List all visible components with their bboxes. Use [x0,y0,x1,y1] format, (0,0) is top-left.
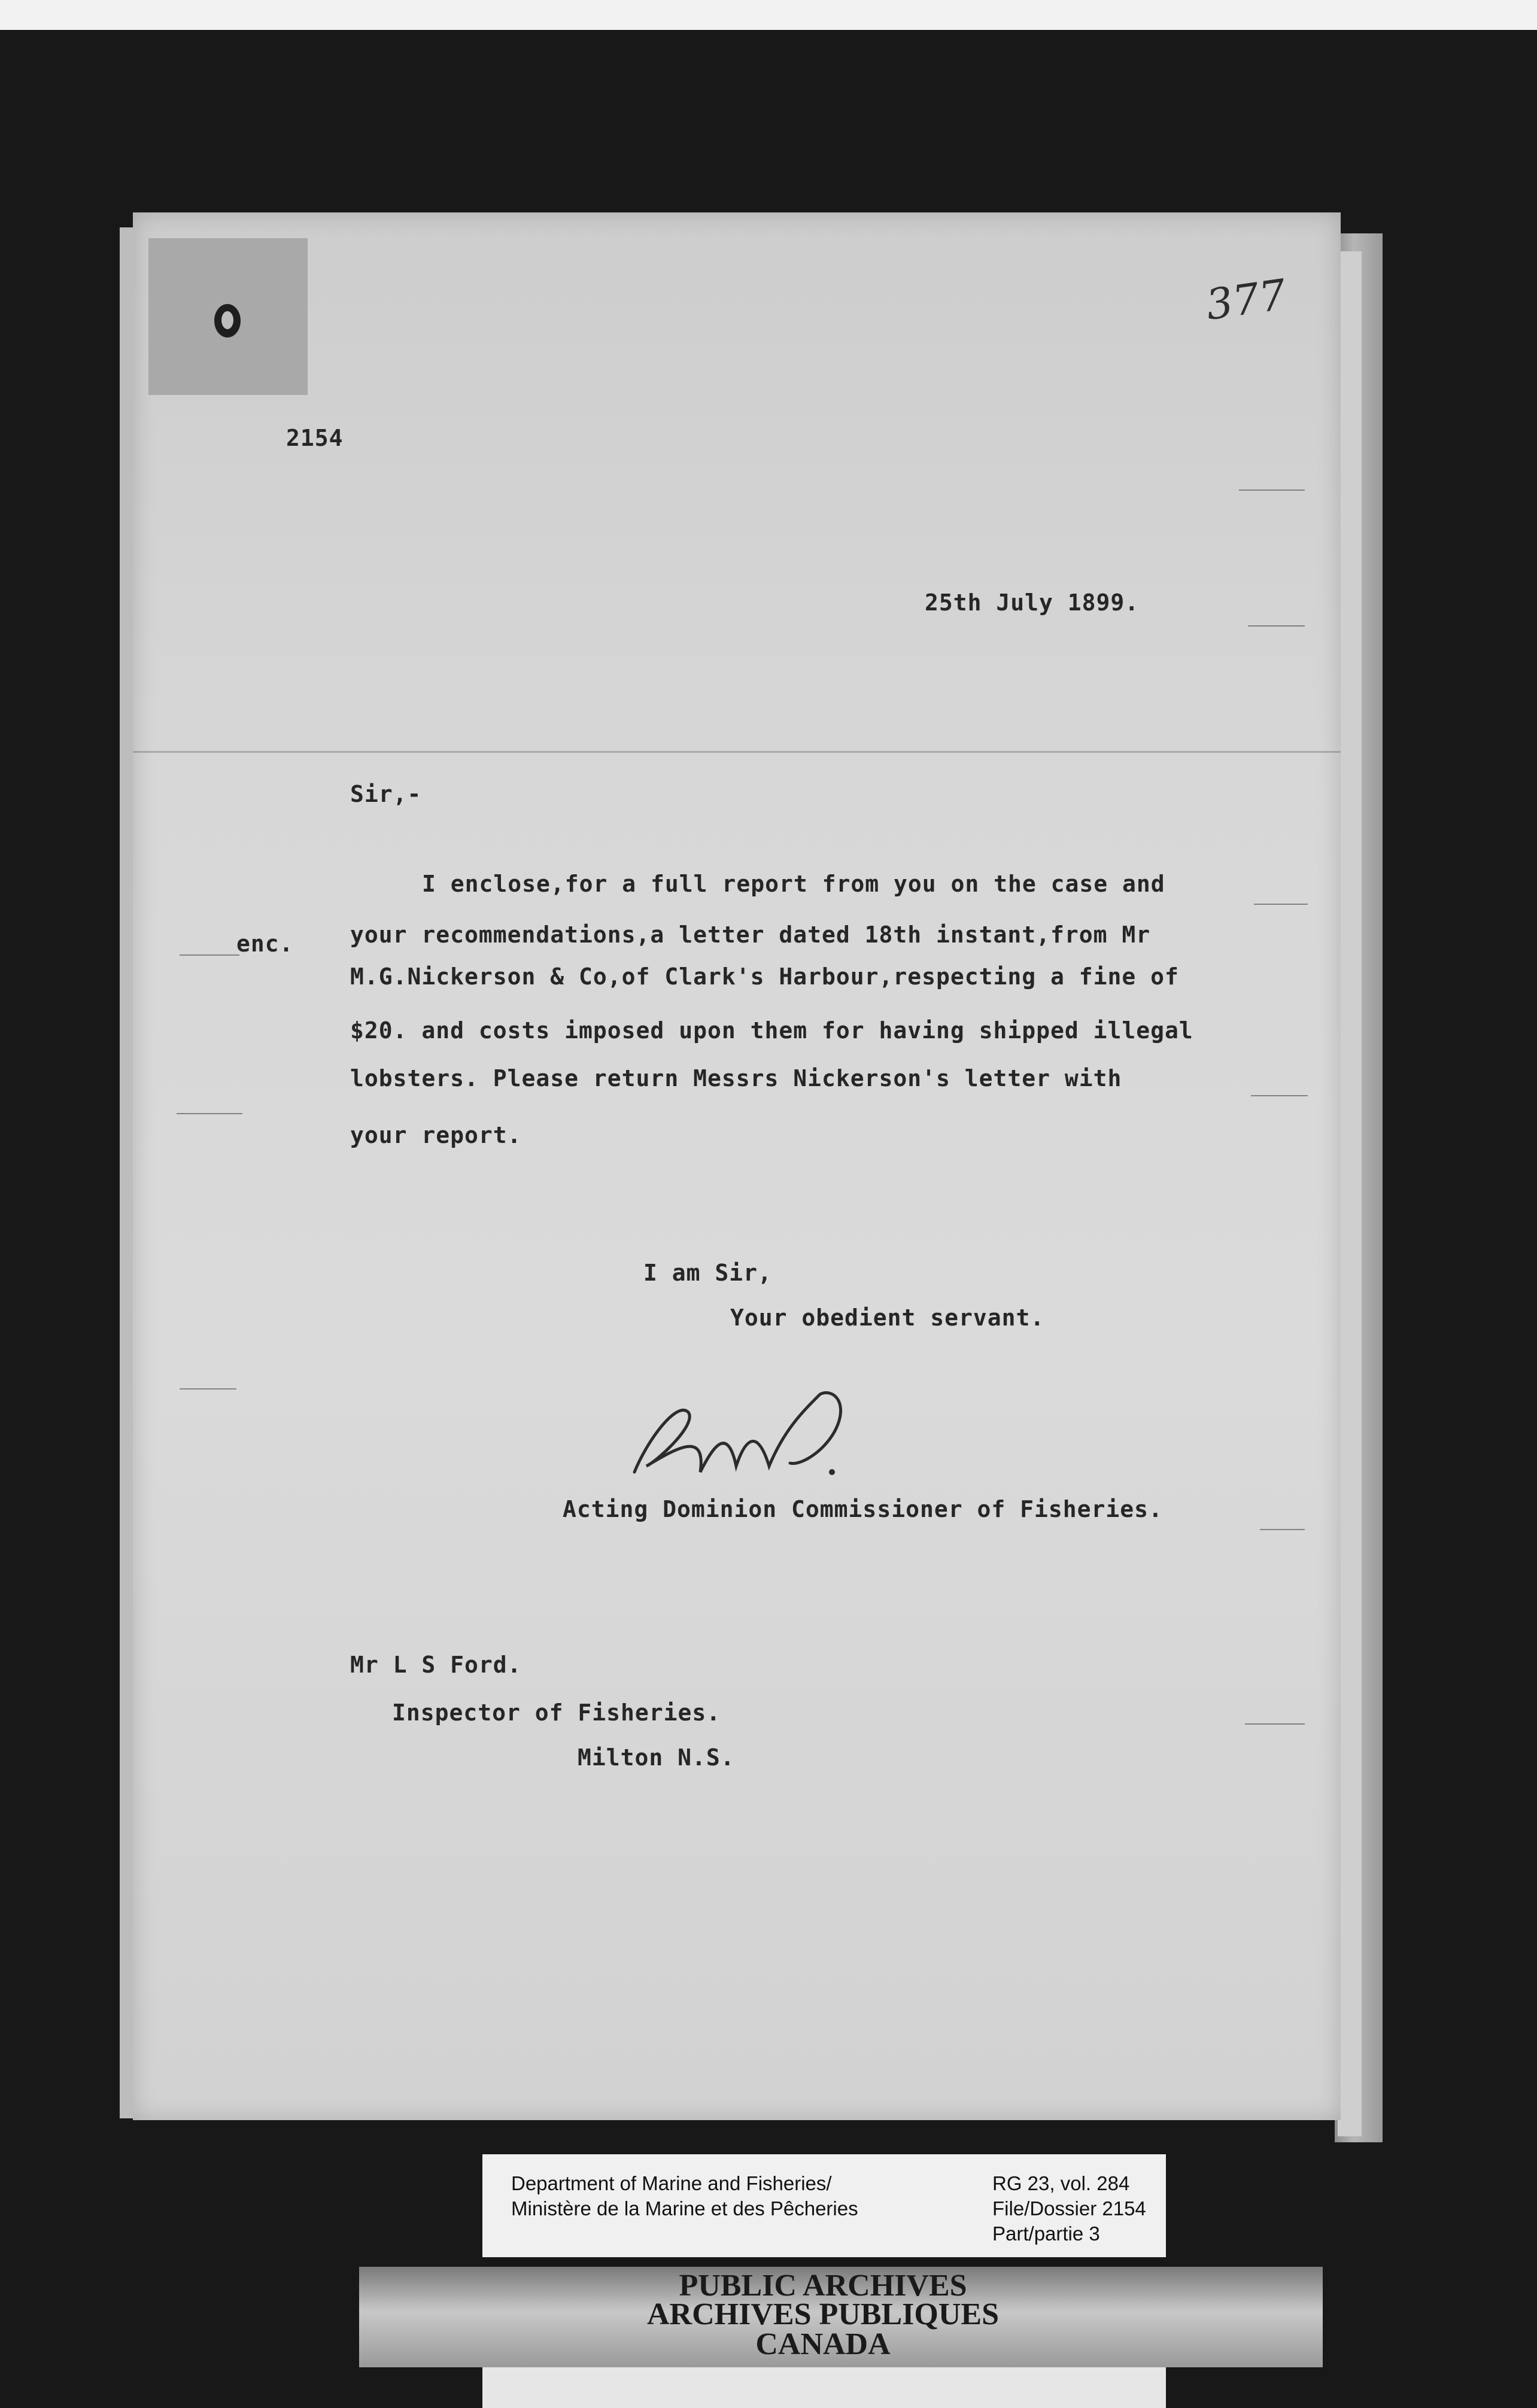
margin-note-enclosure: enc. [236,931,294,957]
file-dossier: File/Dossier 2154 [992,2197,1146,2220]
recipient-title: Inspector of Fisheries. [392,1699,721,1726]
banner-line: CANADA [755,2327,891,2361]
letter-page [133,212,1341,2120]
body-line: M.G.Nickerson & Co,of Clark's Harbour,respecting a fine of [350,963,1179,990]
salutation: Sir,- [350,781,422,807]
punch-hole [214,304,241,338]
banner-line: ARCHIVES PUBLIQUES [646,2297,1000,2331]
margin-scratch [1260,1529,1305,1530]
film-frame-top [0,0,1537,30]
body-line: $20. and costs imposed upon them for having shipped illegal [350,1017,1193,1044]
body-line: I enclose,for a full report from you on the case and [422,871,1165,897]
margin-scratch [180,1388,236,1390]
margin-scratch [1239,489,1305,491]
closing-line: I am Sir, [643,1260,772,1286]
file-number: 2154 [286,425,344,451]
margin-scratch [177,1113,242,1114]
department-english: Department of Marine and Fisheries/ [511,2172,832,2194]
margin-scratch [1245,1723,1305,1725]
fold-line [133,751,1341,753]
handwritten-page-number: 377 [1202,270,1289,330]
signature [622,1376,922,1490]
margin-scratch [1248,625,1305,627]
banner-line: PUBLIC ARCHIVES [679,2269,967,2303]
archive-banner [359,2267,1323,2367]
body-line: lobsters. Please return Messrs Nickerson's letter with [350,1065,1122,1091]
body-line: your report. [350,1122,522,1148]
back-sheet-highlight [1338,251,1362,2136]
bottom-strip [482,2367,1166,2408]
body-line: your recommendations,a letter dated 18th instant,from Mr [350,922,1151,948]
margin-scratch [1251,1095,1308,1096]
margin-scratch [180,954,239,956]
closing-line: Your obedient servant. [730,1305,1045,1331]
signatory-title: Acting Dominion Commissioner of Fisheries. [563,1496,1163,1522]
letter-date: 25th July 1899. [925,589,1140,616]
paper-left-edge [120,227,134,2118]
archive-label [482,2154,1166,2257]
record-group: RG 23, vol. 284 [992,2172,1130,2194]
margin-scratch [1254,904,1308,905]
department-french: Ministère de la Marine et des Pêcheries [511,2197,858,2220]
part-partie: Part/partie 3 [992,2222,1100,2245]
recipient-name: Mr L S Ford. [350,1652,522,1678]
recipient-location: Milton N.S. [578,1744,735,1771]
